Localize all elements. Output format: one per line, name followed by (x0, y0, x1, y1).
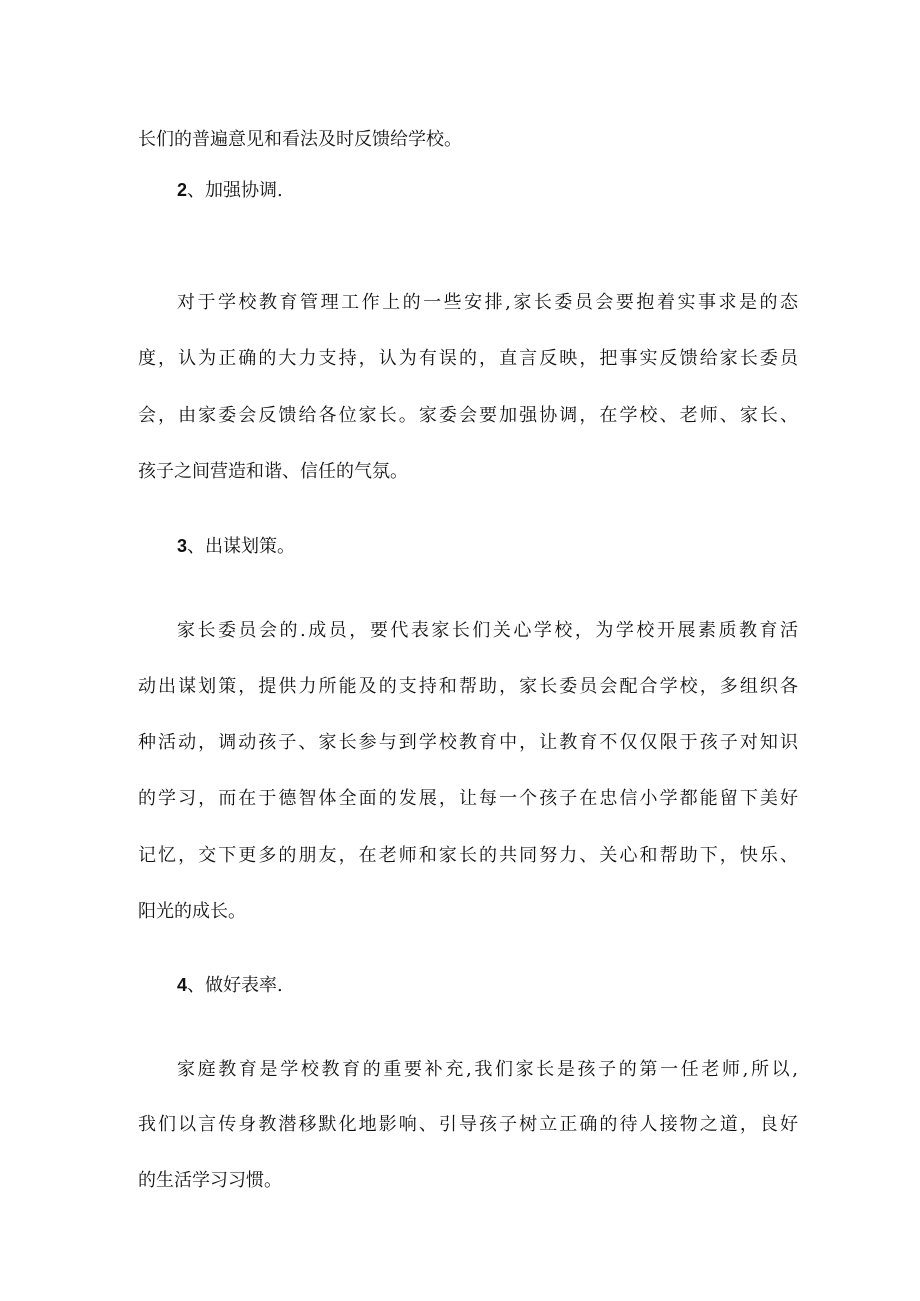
section-title: 、加强协调. (187, 180, 283, 201)
paragraph-line: 度，认为正确的大力支持，认为有误的，直言反映，把事实反馈给家长委员 (138, 348, 798, 369)
section-number: 2 (177, 180, 188, 200)
paragraph-line: 孩子之间营造和谐、信任的气氛。 (138, 461, 408, 482)
paragraph-line: 我们以言传身教潜移默化地影响、引导孩子树立正确的待人接物之道，良好 (138, 1114, 798, 1135)
paragraph-line: 动出谋划策，提供力所能及的支持和帮助，家长委员会配合学校，多组织各 (138, 676, 798, 697)
section-heading-3 (177, 532, 295, 560)
paragraph-line: 的生活学习习惯。 (138, 1170, 282, 1191)
section-title: 、出谋划策。 (187, 536, 296, 557)
paragraph-line: 种活动，调动孩子、家长参与到学校教育中，让教育不仅仅限于孩子对知识 (138, 732, 798, 753)
section-heading-2 (177, 176, 283, 204)
paragraph-line: 长们的普遍意见和看法及时反馈给学校。 (138, 129, 462, 150)
paragraph-line: 记忆，交下更多的朋友，在老师和家长的共同努力、关心和帮助下，快乐、 (138, 845, 798, 866)
section-number: 3 (177, 536, 188, 556)
paragraph-line: 对于学校教育管理工作上的一些安排,家长委员会要抱着实事求是的态 (177, 292, 798, 313)
paragraph-line: 会，由家委会反馈给各位家长。家委会要加强协调，在学校、老师、家长、 (138, 405, 798, 426)
paragraph-line: 的学习，而在于德智体全面的发展，让每一个孩子在忠信小学都能留下美好 (138, 788, 798, 809)
paragraph-line: 家庭教育是学校教育的重要补充,我们家长是孩子的第一任老师,所以, (177, 1059, 798, 1080)
paragraph-line: 阳光的成长。 (138, 901, 246, 922)
paragraph-line: 家长委员会的.成员，要代表家长们关心学校，为学校开展素质教育活 (177, 620, 798, 641)
section-number: 4 (177, 975, 188, 995)
section-heading-4 (177, 971, 283, 999)
section-title: 、做好表率. (187, 975, 283, 996)
